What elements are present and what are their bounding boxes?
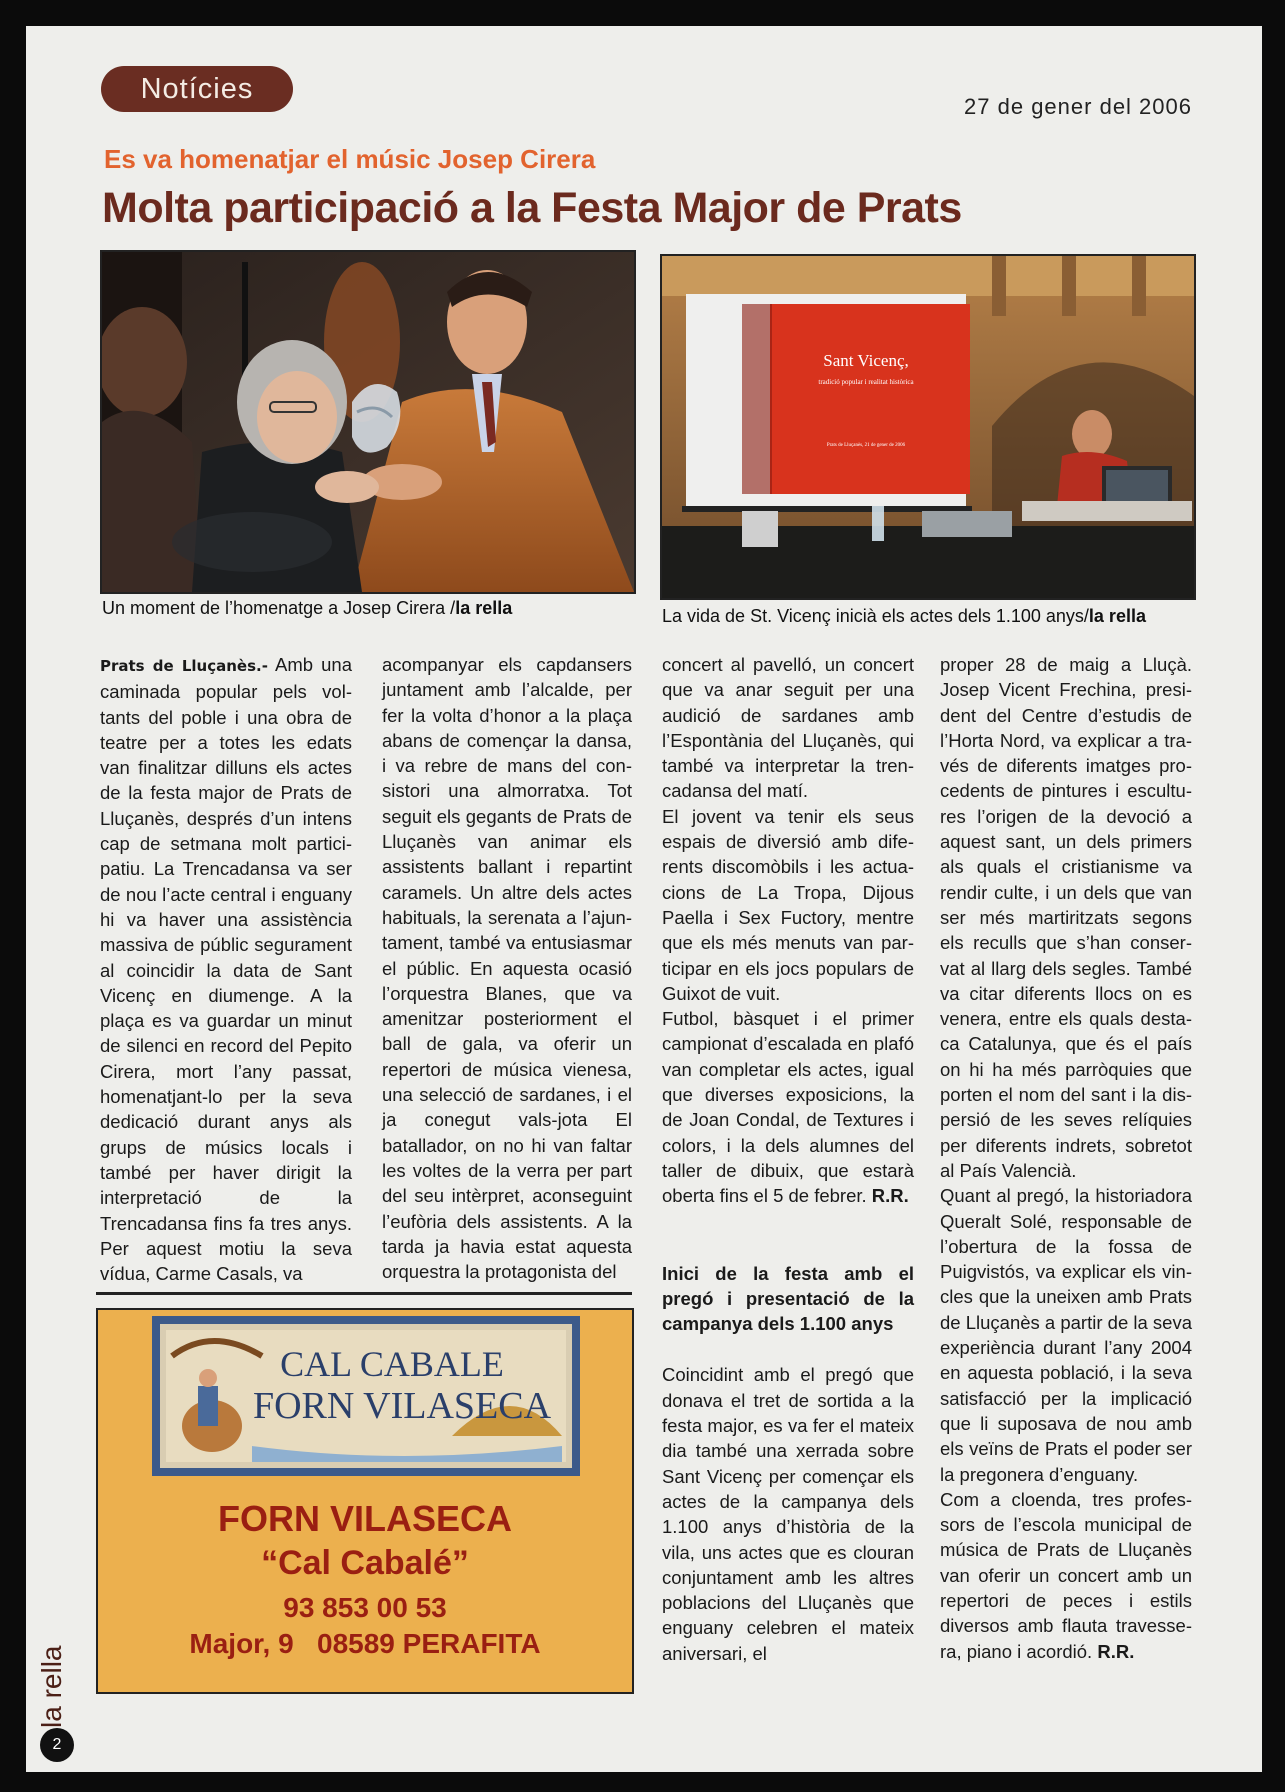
article-headline: Molta participació a la Festa Major de Prats: [102, 184, 962, 232]
slide-title: Sant Vicenç,: [823, 351, 909, 370]
section-tag: Notícies: [101, 66, 293, 112]
tile-line-2: FORN VILASECA: [252, 1385, 552, 1427]
advert-address: Major, 9 08589 PERAFITA: [189, 1628, 541, 1659]
body-text: Futbol, bàsquet i el primer campionat d’escalada en plafó van completar els actes, igual que diverses exposicions, la de Joan Condal, de Textures i colors, i la dels alumnes del taller de dibuix, que estarà oberta fins el 5 de febrer.: [662, 1008, 914, 1207]
article-column-2: [382, 652, 632, 1292]
caption-text: Un moment de l’homenatge a Josep Cirera /: [102, 598, 456, 618]
slide-footer: Prats de Lluçanès, 21 de gener de 2006: [826, 443, 906, 448]
dateline: Prats de Lluçanès.-: [100, 657, 268, 675]
body-text: acompanyar els capdansers juntament amb l’alcalde, per fer la volta d’honor a la plaça abans de començar la dansa, i va rebre de mans del consistori una almorratxa. Tot seguit els gegants de Prats de Lluçanès van animar els assistents ballant i repartint caramels. Un altre dels actes habituals, la serenata a l’ajuntament, també va entusiasmar el públic. En aquesta ocasió l’orquestra Blanes, que va amenitzar posteriorment el ball de gala, va oferir un repertori de música vienesa, una selecció de sardanes, i el ja conegut vals-jota El batallador, on no hi van faltar les voltes de la verra per part del seu intèrpret, aconseguint l’eufòria dels assistents. A la tarda ja havia estat aquesta orquestra la protagonista del: [382, 654, 632, 1283]
body-text: concert al pavelló, un concert que va anar seguit per una audició de sardanes amb l’Espontània del Lluçanès, qui també va interpretar la trencadansa del matí.: [662, 654, 914, 802]
article-column-1: [100, 652, 352, 1306]
article-column-3: [662, 652, 914, 1752]
tile-sign-image: [152, 1316, 580, 1476]
photo-presentation-caption: [662, 606, 1146, 627]
caption-text: La vida de St. Vicenç inicià els actes dels 1.100 anys/: [662, 606, 1089, 626]
slide-subtitle: tradició popular i realitat històrica: [818, 378, 914, 386]
author-signature: R.R.: [1097, 1640, 1135, 1662]
brand-text: la rella: [36, 1645, 67, 1728]
presentation-photo-illustration: [662, 256, 1194, 598]
section-subhead: Inici de la festa amb el pregó i presentació de la campanya dels 1.100 anys: [662, 1262, 914, 1335]
article-column-4: [940, 652, 1192, 1752]
photo-presentation: [660, 254, 1196, 600]
advert-nickname: “Cal Cabalé”: [261, 1544, 469, 1582]
photo-homage-caption: [102, 598, 512, 619]
body-text: Amb una caminada popular pels voltants del poble i una obra de teatre per a totes les edats van finalitzar dilluns els actes de la festa major de Prats de Lluçanès, després d’un intens cap de setmana molt participatiu. La Trencadansa va ser de nou l’acte central i enguany hi va haver una assistència massiva de públic segurament al coincidir la data de Sant Vicenç en diumenge. A la plaça es va guardar un minut de silenci en record del Pepito Cirera, mort l’any passat, homenatjant-lo per la seva dedicació durant anys als grups de músics locals i també per haver dirigit la interpretació de la Trencadansa fins fa tres anys. Per aquest motiu la seva vídua, Carme Casals, va: [100, 654, 352, 1285]
issue-date: 27 de gener del 2006: [964, 94, 1192, 119]
publication-brand: [32, 1576, 72, 1736]
page-number: 2: [40, 1728, 74, 1762]
photo-homage: [100, 250, 636, 594]
advert-business-name: FORN VILASECA: [217, 1498, 512, 1539]
tile-line-1: CAL CABALE: [280, 1344, 504, 1384]
article-kicker: Es va homenatjar el músic Josep Cirera: [104, 144, 596, 174]
newspaper-page: [26, 26, 1262, 1772]
body-text: Quant al pregó, la historiadora Queralt Solé, responsable de l’obertura de la fossa de Puigvistós, va explicar els vincles que la uneixen amb Prats de Lluçanès a partir de la seva experiència durant l’any 2004 en aquesta població, i la seva satisfacció per la implicació que li suposava de nou amb els veïns de Prats el poder ser la pregonera d’enguany.: [940, 1185, 1192, 1485]
body-text: El jovent va tenir els seus espais de diversió amb diferents discomòbils i les actuacions de La Tropa, Dijous Paella i Sex Fuctory, mentre que els més menuts van participar en els jocs populars de Guixot de vuit.: [662, 805, 914, 1004]
body-text: Com a cloenda, tres professors de l’escola municipal de música de Prats de Lluçanès van oferir un concert amb un repertori de peces i estils diversos amb flauta travessera, piano i acordió.: [940, 1488, 1192, 1662]
body-text: Coincidint amb el pregó que donava el tret de sortida a la festa major, es va fer el mateix dia també una xerrada sobre Sant Vicenç per començar els actes de la campanya dels 1.100 anys d’història de la vila, uns actes que es clouran conjuntament amb les altres poblacions del Lluçanès que enguany celebren el mateix aniversari, el: [662, 1364, 914, 1664]
homage-photo-illustration: [102, 252, 634, 592]
author-signature: R.R.: [871, 1185, 909, 1207]
advert-divider: [96, 1292, 632, 1295]
caption-credit: la rella: [1088, 606, 1146, 626]
advert-forn-vilaseca: [96, 1308, 634, 1694]
body-text: proper 28 de maig a Lluçà. Josep Vicent Frechina, president del Centre d’estudis de l’Horta Nord, va explicar a través de diferents imatges procedents de pintures i escultures l’origen de la devoció a aquest sant, un dels primers als quals el cristianisme va rendir culte, i un dels que van ser més martiritzats segons els reculls que s’han conservat al llarg dels segles. També va citar diferents llocs on es venera, entre els quals destaca Catalunya, que és el país on hi ha més parròquies que porten el nom del sant i la dispersió de les seves relíquies per diferents indrets, sobretot al País Valencià.: [940, 654, 1192, 1181]
caption-credit: la rella: [455, 598, 513, 618]
advert-phone: 93 853 00 53: [283, 1592, 447, 1623]
